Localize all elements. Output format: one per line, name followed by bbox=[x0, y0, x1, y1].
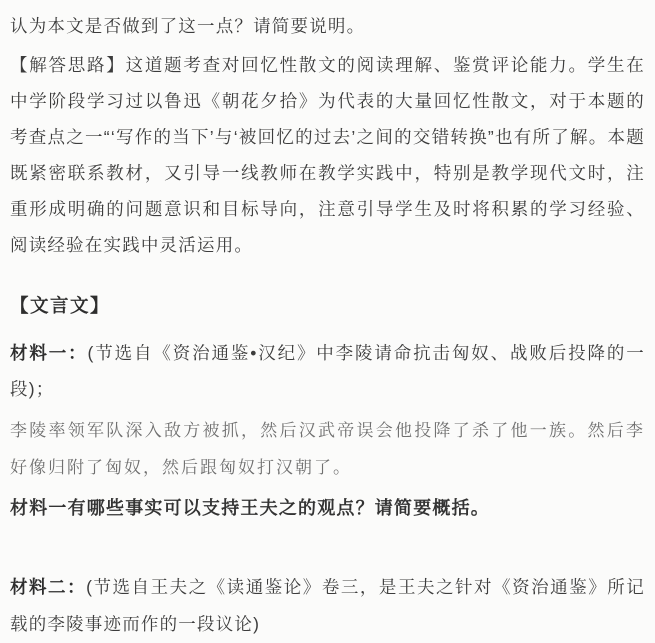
material-one-paraphrase: 李陵率领军队深入敌方被抓，然后汉武帝误会他投降了杀了他一族。然后李好像归附了匈奴，然后跟匈奴打汉朝了。 bbox=[10, 421, 645, 478]
intro-question-line: 认为本文是否做到了这一点？请简要说明。 bbox=[10, 16, 366, 36]
answer-guide-body: 这道题考查对回忆性散文的阅读理解、鉴赏评论能力。学生在中学阶段学习过以鲁迅《朝花夕拾》为代表的大量回忆性散文，对于本题的考查点之一“‘写作的当下’与‘被回忆的过去’之间的交错转换”也有所了解。本题既紧密联系教材，又引导一线教师在教学实践中，特别是教学现代文时，注重形成明确的问题意识和目标导向，注意引导学生及时将积累的学习经验、阅读经验在实践中灵活运用。 bbox=[10, 55, 645, 255]
section-header-classical-chinese: 【文言文】 bbox=[10, 295, 111, 316]
material-two-source-line bbox=[10, 569, 645, 643]
material-one-source-note: (节选自《资治通鉴•汉纪》中李陵请命抗击匈奴、战败后投降的一段)； bbox=[10, 343, 645, 399]
material-one-question: 材料一有哪些事实可以支持王夫之的观点？请简要概括。 bbox=[10, 498, 490, 518]
answer-guide-label: 【解答思路】 bbox=[10, 55, 126, 75]
material-one-label: 材料一： bbox=[10, 343, 88, 363]
material-two-source-note: (节选自王夫之《读通鉴论》卷三，是王夫之针对《资治通鉴》所记载的李陵事迹而作的一段议论) bbox=[10, 577, 645, 634]
answer-guide-paragraph bbox=[10, 47, 645, 263]
material-two-label: 材料二： bbox=[10, 577, 87, 597]
material-one-source-line bbox=[10, 335, 645, 407]
